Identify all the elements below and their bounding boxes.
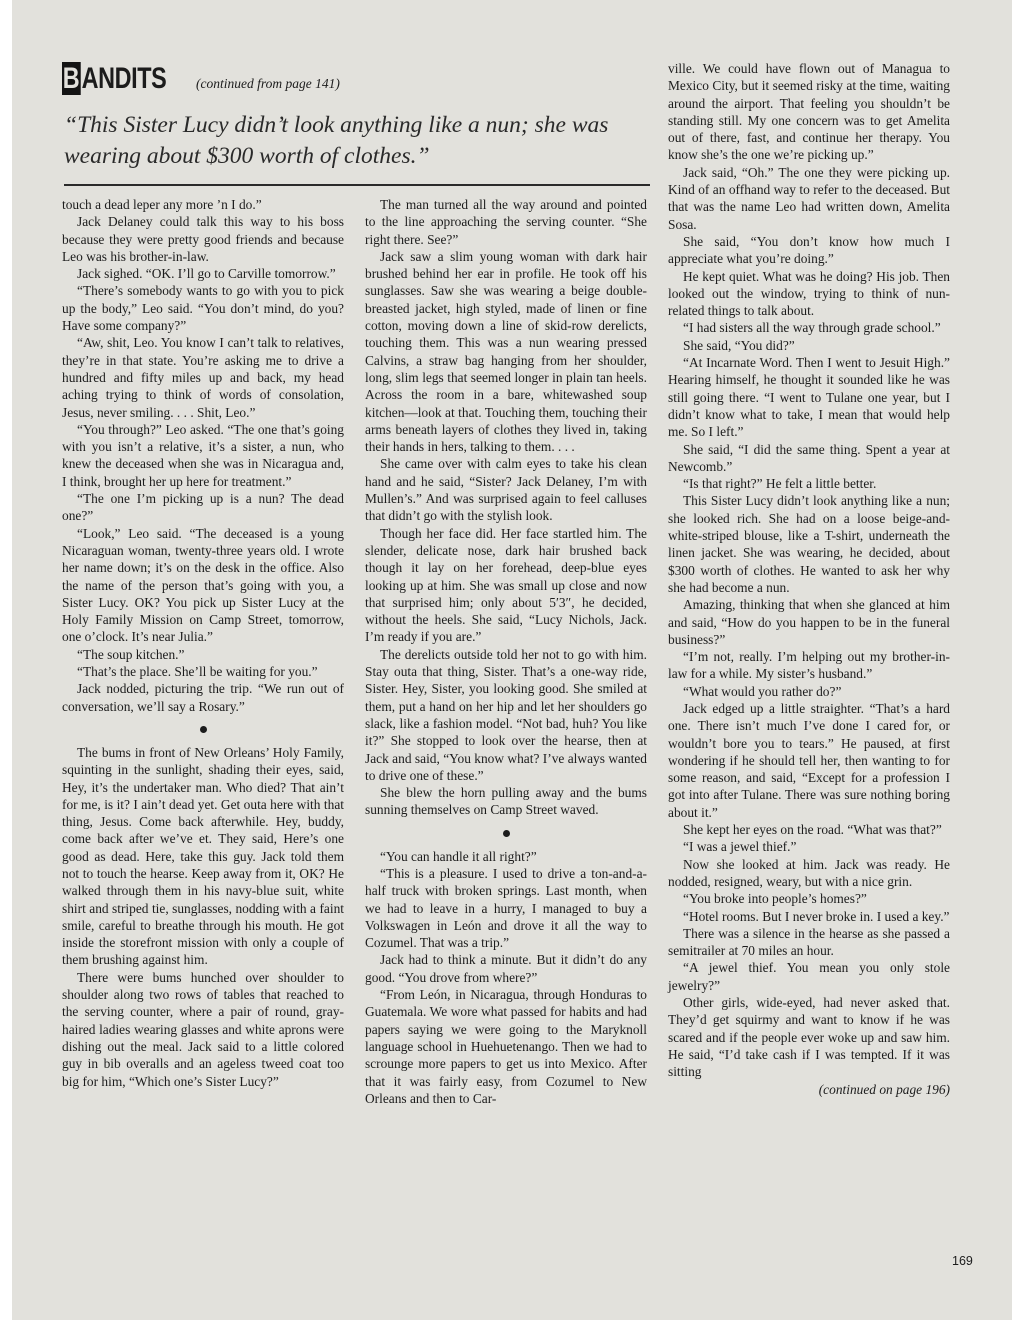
paragraph: Jack nodded, picturing the trip. “We run out of conversation, we’ll say a Rosary.”	[62, 681, 344, 714]
section-logo	[62, 62, 167, 96]
magazine-page	[12, 0, 1012, 1320]
paragraph: “There’s somebody wants to go with you to pick up the body,” Leo said. “You don’t mind, do you? Have some company?”	[62, 283, 344, 334]
paragraph: Jack said, “Oh.” The one they were picking up. Kind of an offhand way to refer to the deceased. But that was the name Leo had written down, Amelita Sosa.	[668, 164, 950, 232]
paragraph: ville. We could have flown out of Managua to Mexico City, but it seemed risky at the time, waiting around the airport. That feeling you shouldn’t be standing still. My one concern was to get Amelita out of there, fast, and continue her therapy. You know she’s the one we’re picking up.”	[668, 61, 950, 163]
paragraph: Other girls, wide-eyed, had never asked that. They’d get squirmy and want to know if he was scared and if the people ever woke up and saw him. He said, “I’d take cash if I was tempted. If it was sitting	[668, 995, 950, 1080]
section-break-bullet	[503, 830, 510, 837]
paragraph: She said, “I did the same thing. Spent a year at Newcomb.”	[668, 441, 950, 474]
paragraph: She said, “You did?”	[683, 337, 795, 353]
section-break-bullet	[200, 726, 207, 733]
logo-rest: ANDITS	[81, 62, 167, 95]
paragraph: “At Incarnate Word. Then I went to Jesuit High.” Hearing himself, he thought it sounded like he was still going there. “I went to Tulane one year, but I didn’t know what to take, I mean that would help me. So I left.”	[668, 355, 950, 440]
paragraph: “Hotel rooms. But I never broke in. I used a key.”	[683, 908, 950, 924]
paragraph: She kept her eyes on the road. “What was that?”	[683, 822, 942, 838]
paragraph: Though her face did. Her face startled him. The slender, delicate nose, dark hair brushed back though it lay on her forehead, deep-blue eyes looking up at him. She was small up close and now that surprised him; only about 5′3″, he decided, without the heels. She said, “Lucy Nichols, Jack. I’m ready if you are.”	[365, 525, 647, 645]
paragraph: “From León, in Nicaragua, through Honduras to Guatemala. We wore what passed for habits and had papers saying we were going to the Maryknoll language school in Huehuetenango. Then we had to scrounge more papers to get us into Mexico. After that it was fairly easy, from Cozumel to New Orleans and then to Car-	[365, 987, 647, 1106]
paragraph: “Look,” Leo said. “The deceased is a young Nicaraguan woman, twenty-three years old. I wrote her name down; it’s on the desk in the office. Also the name of the person that’s going with you, a Sister Lucy. OK? You pick up Sister Lucy at the Holy Family Mission on Camp Street, tomorrow, one o’clock. It’s near Julia.”	[62, 525, 344, 645]
paragraph: “This is a pleasure. I used to drive a ton-and-a-half truck with broken springs. Last month, when we had to leave in a hurry, I managed to buy a Volkswagen in León and drove it all the way to Cozumel. That was a trip.”	[365, 865, 647, 951]
paragraph: “Aw, shit, Leo. You know I can’t talk to relatives, they’re in that state. You’re asking me to drive a hundred and fifty miles up and back, my head aching trying to think of words of consolation, Jesus, never smiling. . . . Shit, Leo.”	[62, 335, 344, 420]
paragraph: Jack edged up a little straighter. “That’s a hard one. There isn’t much I’ve done I cared for, or wouldn’t bore you to tears.” He paused, at first wondering if he should tell her, then wanting to for some reason, and said, “Except for a profession I got into after Tulane. There was sure nothing boring about it.”	[668, 700, 950, 820]
paragraph: She blew the horn pulling away and the bums sunning themselves on Camp Street waved.	[365, 785, 647, 818]
paragraph: Jack had to think a minute. But it didn’t do any good. “You drove from where?”	[365, 952, 647, 985]
paragraph: “A jewel thief. You mean you only stole jewelry?”	[668, 960, 950, 993]
paragraph: She came over with calm eyes to take his clean hand and he said, “Sister? Jack Delaney, I’m with Mullen’s.” And was surprised again to feel calluses that didn’t go with the stylish look.	[365, 456, 647, 524]
text-column-3	[668, 60, 950, 1098]
paragraph: “You broke into people’s homes?”	[683, 891, 867, 907]
paragraph: “That’s the place. She’ll be waiting for you.”	[77, 664, 318, 680]
text-column-2	[365, 196, 647, 1107]
paragraph: Jack sighed. “OK. I’ll go to Carville tomorrow.”	[77, 266, 336, 282]
paragraph: “You through?” Leo asked. “The one that’s going with you isn’t a relative, it’s a sister, a nun, who knew the deceased when she was in Nicaragua and, I think, brought her up here for treatment.”	[62, 421, 344, 489]
paragraph: “I’m not, really. I’m helping out my brother-in-law for a while. My sister’s husband.”	[668, 649, 950, 682]
paragraph: He kept quiet. What was he doing? His job. Then looked out the window, trying to think of nun-related things to talk about.	[668, 268, 950, 319]
paragraph: “I had sisters all the way through grade school.”	[683, 320, 941, 336]
paragraph: There were bums hunched over shoulder to shoulder along two rows of tables that reached to the serving counter, where a pair of round, gray-haired ladies wearing glasses and white aprons were dishing out the meal. Jack said to a little colored guy in bib overalls and an ageless tweed coat too big for him, “Which one’s Sister Lucy?”	[62, 969, 344, 1089]
continued-from-note: (continued from page 141)	[196, 76, 340, 91]
paragraph: The bums in front of New Orleans’ Holy Family, squinting in the sunlight, shading their eyes, said, Hey, it’s the undertaker man. Who died? That ain’t for me, is it? I ain’t dead yet. Get outa here with that thing, Jesus. Come back afterwhile. Hey, buddy, come back after we’ve et. They said, Here’s one good as dead. Here, take this guy. Jack told them not to touch the hearse. Keep away from it, OK? He walked through them in his navy-blue suit, white shirt and striped tie, sunglasses, nodding with a faint smile, careful to breathe through his mouth. He got inside the storefront mission with only a couple of them brushing against him.	[62, 744, 344, 968]
text-column-1	[62, 196, 344, 1090]
paragraph: “The soup kitchen.”	[77, 646, 185, 662]
paragraph: The man turned all the way around and pointed to the line approaching the serving counter. “She right there. See?”	[365, 197, 647, 247]
paragraph: The derelicts outside told her not to go with him. Stay outa that thing, Sister. That’s a one-way ride, Sister. Hey, Sister, you looking good. She smiled at them, put a hand on her hip and let her shoulders go slack, like a fashion model. “Not bad, huh? You like it?” She stopped to look over the hearse, then at Jack and said, “You know what? I’ve always wanted to drive one of these.”	[365, 646, 647, 783]
paragraph: “You can handle it all right?”	[380, 848, 537, 864]
paragraph: This Sister Lucy didn’t look anything like a nun; she looked rich. She had on a loose beige-and-white-striped blouse, like a T-shirt, underneath the linen jacket. She was wearing, he decided, about $300 worth of clothes. He wanted to ask her why she had become a nun.	[668, 493, 950, 595]
paragraph: “The one I’m picking up is a nun? The dead one?”	[62, 491, 344, 524]
paragraph: Jack saw a slim young woman with dark hair brushed behind her ear in profile. He took off his sunglasses. Saw she was wearing a beige double-breasted jacket, high styled, made of linen or fine cotton, moving down a line of skid-row derelicts, touching them. This was a nun wearing pressed Calvins, a straw bag hanging from her shoulder, long, slim legs that seemed longer in plain tan heels. Across the room in a bare, whitewashed soup kitchen—look at that. Touching them, touching their arms beneath layers of clothes they lived in, taking their hands in hers, talking to them. . . .	[365, 248, 647, 455]
paragraph: There was a silence in the hearse as she passed a semitrailer at 70 miles an hour.	[668, 925, 950, 959]
paragraph: touch a dead leper any more ’n I do.”	[62, 197, 262, 212]
pull-quote-rule	[64, 184, 650, 186]
continued-on-note: (continued on page 196)	[818, 1081, 950, 1097]
paragraph: “Is that right?” He felt a little better.	[683, 476, 877, 492]
paragraph: Amazing, thinking that when she glanced at him and said, “How do you happen to be in the funeral business?”	[668, 597, 950, 647]
page-number: 169	[952, 1254, 973, 1268]
pull-quote: “This Sister Lucy didn’t look anything like a nun; she was wearing about $300 worth of clothes.”	[64, 112, 609, 169]
paragraph: Jack Delaney could talk this way to his boss because they were pretty good friends and because Leo was his brother-in-law.	[62, 214, 344, 264]
article-header	[62, 62, 340, 102]
paragraph: Now she looked at him. Jack was ready. He nodded, resigned, weary, but with a nice grin.	[668, 856, 950, 889]
paragraph: She said, “You don’t know how much I appreciate what you’re doing.”	[668, 233, 950, 267]
paragraph: “I was a jewel thief.”	[683, 839, 797, 855]
logo-initial: B	[62, 62, 80, 95]
paragraph: “What would you rather do?”	[683, 683, 842, 699]
